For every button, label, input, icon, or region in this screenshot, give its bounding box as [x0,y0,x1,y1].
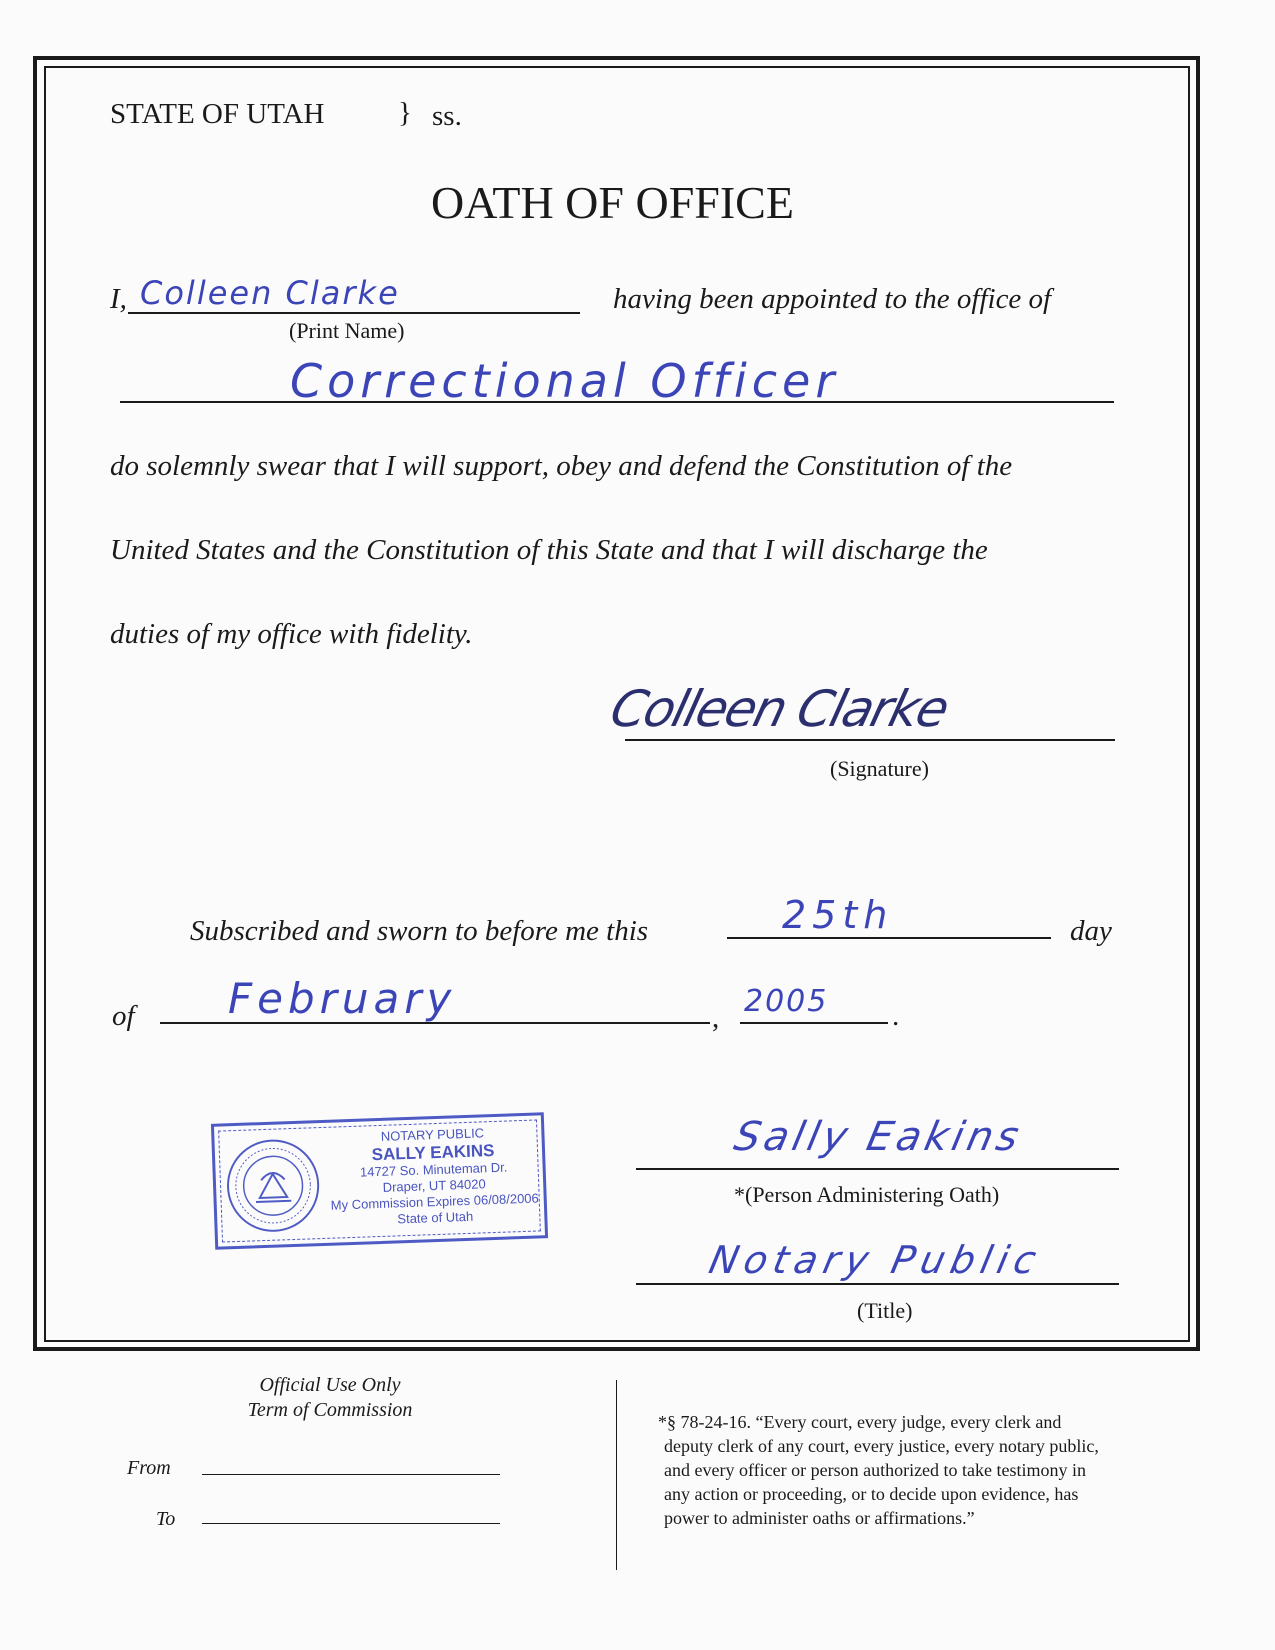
administrator-signature-value: Sally Eakins [730,1114,1027,1160]
day-line [727,937,1051,939]
signature-line [625,739,1115,741]
footnote-line-4: any action or proceeding, or to decide upon evidence, has [664,1484,1079,1504]
year-line [740,1022,888,1024]
administrator-signature-line [636,1168,1119,1170]
year-period: . [892,1000,900,1032]
print-name-line [128,312,580,314]
footer-divider [616,1380,617,1570]
brace-glyph: } [398,97,412,129]
oath-prefix: I, [110,283,127,315]
statute-footnote [658,1410,1099,1530]
to-label: To [156,1508,176,1530]
from-line [202,1474,500,1475]
to-line [202,1523,500,1524]
stamp-line-6: State of Utah [397,1208,474,1227]
oath-body-line-3: duties of my office with fidelity. [110,618,473,650]
signature-label: (Signature) [830,756,929,781]
administrator-label: *(Person Administering Oath) [734,1182,1000,1207]
stamp-line-2: SALLY EAKINS [371,1140,495,1165]
print-name-value: Colleen Clarke [140,274,400,312]
oath-body-line-2: United States and the Constitution of this State and that I will discharge the [110,534,988,566]
stamp-line-4: Draper, UT 84020 [382,1176,486,1195]
oath-body-line-1: do solemnly swear that I will support, obey and defend the Constitution of the [110,450,1013,482]
notary-stamp [211,1112,548,1250]
year-value: 2005 [744,984,829,1019]
ss-label: ss. [432,100,462,132]
from-label: From [127,1457,171,1479]
of-label: of [112,1000,135,1032]
stamp-line-1: NOTARY PUBLIC [380,1125,485,1144]
footnote-line-3: and every officer or person authorized to take testimony in [664,1460,1087,1480]
stamp-text [326,1123,541,1229]
footnote-line-5: power to administer oaths or affirmations.” [664,1508,975,1528]
appointed-text: having been appointed to the office of [613,283,1052,315]
office-value: Correctional Officer [290,354,840,408]
footnote-line-1: *§ 78-24-16. “Every court, every judge, every clerk and [658,1412,1062,1432]
document-title: OATH OF OFFICE [431,177,794,228]
footnote-line-2: deputy clerk of any court, every justice, every notary public, [664,1436,1099,1456]
month-value: February [228,974,457,1023]
signature-value: Colleen Clarke [604,680,954,738]
print-name-label: (Print Name) [289,318,405,343]
day-label: day [1070,915,1112,947]
title-line [636,1283,1119,1285]
stamp-line-3: 14727 So. Minuteman Dr. [359,1159,508,1180]
sworn-text: Subscribed and sworn to before me this [190,915,649,947]
stamp-line-5: My Commission Expires 06/08/2006 [330,1190,539,1213]
title-value: Notary Public [705,1238,1046,1282]
day-value: 25th [782,893,894,937]
title-label: (Title) [857,1298,913,1323]
state-heading: STATE OF UTAH [110,98,325,130]
official-heading-2: Term of Commission [247,1399,413,1421]
official-heading-1: Official Use Only [259,1374,401,1396]
month-comma: , [712,1002,720,1034]
state-seal-icon [222,1135,323,1236]
